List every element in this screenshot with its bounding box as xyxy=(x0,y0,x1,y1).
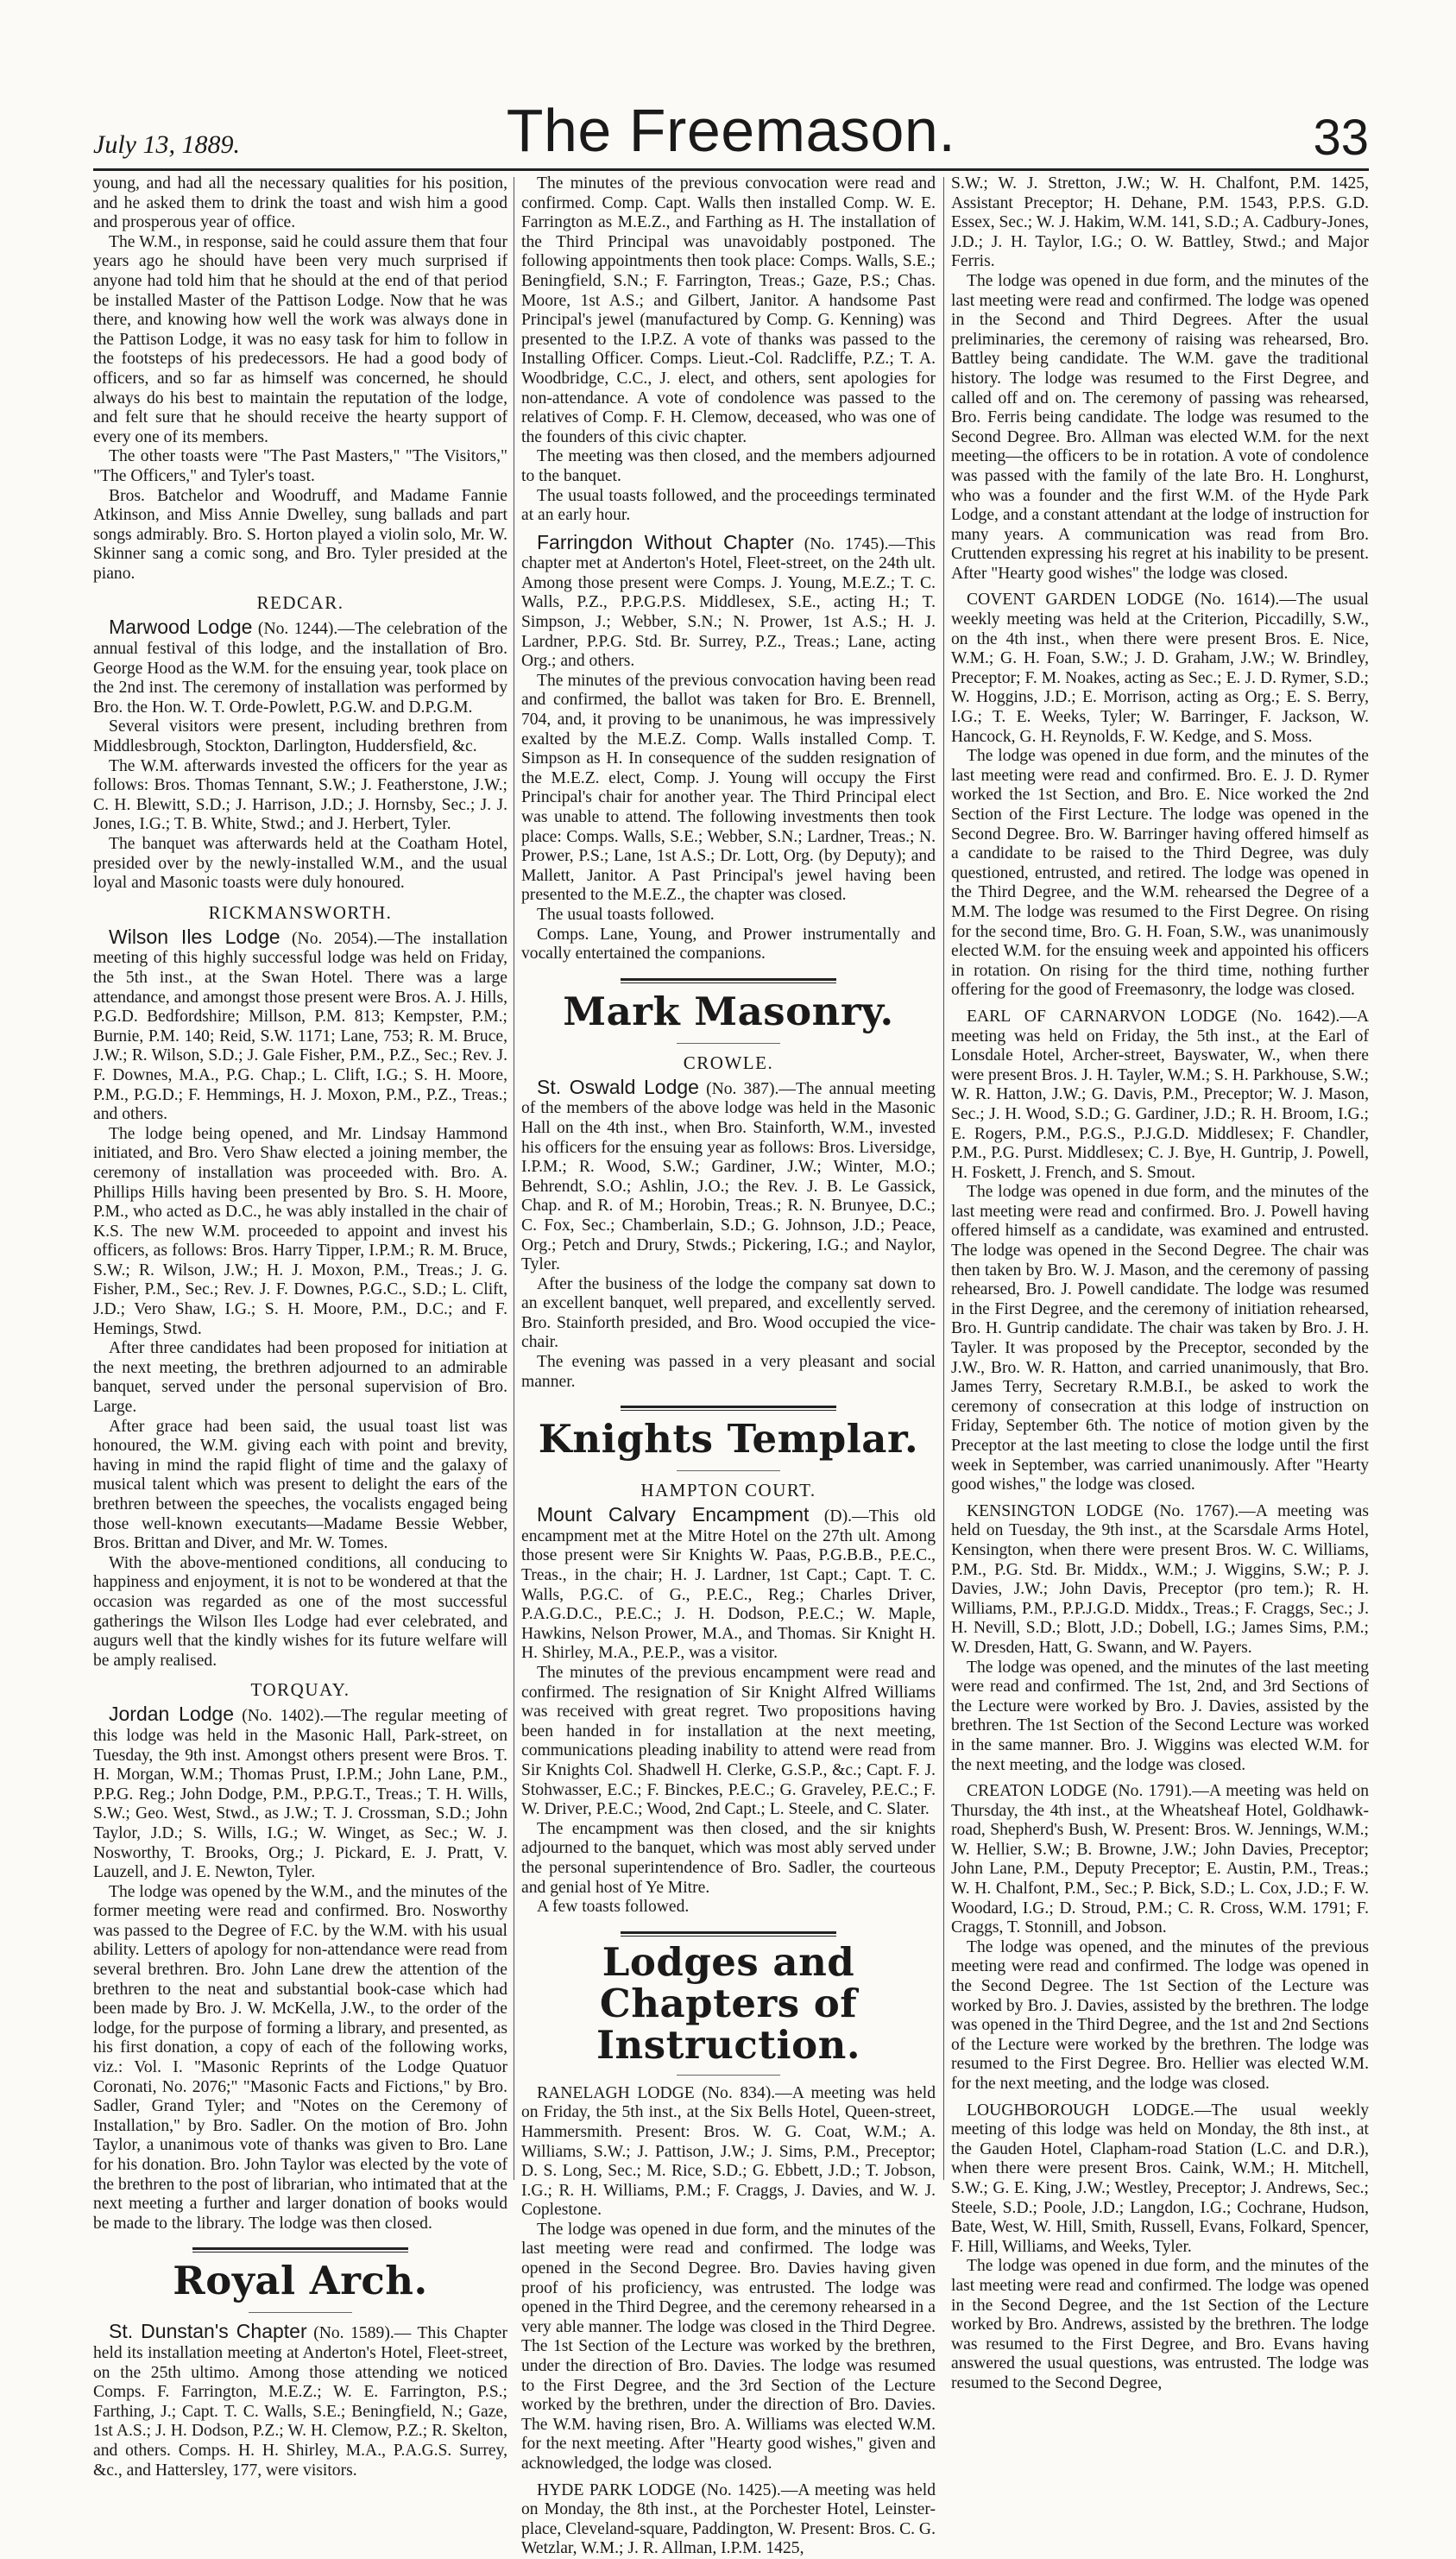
issue-date: July 13, 1889. xyxy=(93,130,240,159)
article-paragraph: The banquet was afterwards held at the Coatham Hotel, presided over by the newly-installed W.M., and the usual loyal and Masonic toasts were duly honoured. xyxy=(93,835,507,893)
article-paragraph xyxy=(93,927,507,1125)
publication-title: The Freemason. xyxy=(506,97,956,164)
article-paragraph: The minutes of the previous encampment were read and confirmed. The resignation of Sir Knight Alfred Williams was received with great regret. Two propositions having been handed in for installation at the next meeting, communications pleading inability to attend were read from Sir Knights Col. Shadwell H. Clerke, G.S.P., &c.; Capt. F. J. Stohwasser, E.C.; F. Binckes, P.E.C.; G. Graveley, P.E.C.; F. W. Driver, P.E.C.; Wood, 2nd Capt.; L. Steele, and C. Slater. xyxy=(521,1664,936,1819)
section-heading-mark-masonry: Mark Masonry. xyxy=(563,988,894,1034)
article-paragraph: S.W.; W. J. Stretton, J.W.; W. H. Chalfont, P.M. 1425, Assistant Preceptor; H. Dehane, P.M. 1543, P.P.S. G.D. Essex, Sec.; W. J. Hakim, W.M. 141, S.D.; A. Cadbury-Jones, J.D.; J. H. Taylor, I.G.; O. W. Battley, Stwd.; and Major Ferris. xyxy=(951,174,1369,271)
article-paragraph: LOUGHBOROUGH LODGE.—The usual weekly meeting of this lodge was held on Monday, the 8th inst., at the Gauden Hotel, Clapham-road Station (L.C. and D.R.), when there were present Bros. Caink, W.M.; H. Mitchell, S.W.; G. E. King, J.W.; Westley, Preceptor; J. Andrews, Sec.; Steele, S.D.; Poole, J.D.; Langdon, I.G.; Cochrane, Hudson, Bate, West, W. Hill, Smith, Russell, Evans, Folkard, Spencer, F. Hill, Williams, and Weeks, Tyler. xyxy=(951,2101,1369,2256)
heading-divider xyxy=(677,2075,780,2076)
article-paragraph: The lodge was opened in due form, and the minutes of the last meeting were read and confirmed. The lodge was opened in the Second and Third Degrees. After the usual preliminaries, the ceremony of raising was rehearsed, Bro. Battley being candidate. The W.M. gave the traditional history. The lodge was resumed to the First Degree, and called off and on. The ceremony of passing was rehearsed, Bro. Ferris being candidate. The lodge was resumed to the Second Degree. Bro. Allman was elected W.M. for the next meeting—the officers to be in rotation. A vote of condolence was passed with the family of the late Bro. H. Longhurst, who was a founder and the first W.M. of the Hyde Park Lodge, and a constant attendant at the lodge of instruction for many years. A communication was read from Bro. Cruttenden expressing his regret at his inability to be present. After "Hearty good wishes" the lodge was closed. xyxy=(951,271,1369,583)
chapter-title: Farringdon Without Chapter xyxy=(537,530,794,553)
article-paragraph: The lodge was opened, and the minutes of the previous meeting were read and confirmed. The lodge was opened in the Second Degree. The 1st Section of the Lecture was worked by Bro. J. Davies, assisted by the brethren. The lodge was opened in the Third Degree, and the 1st and 2nd Sections of the Lecture were worked by the brethren. The lodge was resumed to the First Degree. Bro. Hellier was elected W.M. for the next meeting, and the lodge was closed. xyxy=(951,1937,1369,2093)
chapter-report: — This Chapter held its installation meeting at Anderton's Hotel, Fleet-street, on the 25th ultimo. Among those attending we noticed Comps. F. Farrington, M.E.Z.; W. E. Farrington, P.S.; Farthing, J.; Capt. T. C. Walls, S.E.; Beningfield, N.; Gaze, 1st A.S.; J. H. Dodson, P.Z.; W. H. Clemow, P.Z.; R. Skelton, and others. Comps. H. H. Shirley, M.A., P.A.G.S. Surrey, &c., and Hattersley, 177, were visitors. xyxy=(93,2324,507,2480)
encampment-number: (D). xyxy=(823,1507,853,1526)
place-heading: CROWLE. xyxy=(683,1052,774,1073)
article-paragraph: CREATON LODGE (No. 1791).—A meeting was held on Thursday, the 4th inst., at the Wheatsheaf Hotel, Goldhawk-road, Shepherd's Bush, W. Present: Bros. W. Jennings, W.M.; W. Hellier, S.W.; B. Browne, J.W.; John Davies, Preceptor; John Lane, P.M., Deputy Preceptor; E. Austin, P.M., Treas.; W. H. Chalfont, P.M., Sec.; P. Bick, S.D.; L. Cox, J.D.; F. W. Woodard, I.G.; D. Stroud, P.M.; C. R. Cross, W.M. 1791; F. Craggs, T. Stonnill, and Jobson. xyxy=(951,1782,1369,1937)
column-3 xyxy=(951,174,1369,2392)
section-heading-royal-arch: Royal Arch. xyxy=(173,2258,428,2304)
article-paragraph: After the business of the lodge the company sat down to an excellent banquet, well prepared, and excellently served. Bro. Stainforth presided, and Bro. Wood occupied the vice-chair. xyxy=(521,1274,936,1352)
article-paragraph: The meeting was then closed, and the members adjourned to the banquet. xyxy=(521,447,936,485)
article-paragraph: KENSINGTON LODGE (No. 1767).—A meeting was held on Tuesday, the 9th inst., at the Scarsdale Arms Hotel, Kensington, when there were present Bros. W. C. Williams, P.M., P.G. Std. Br. Middx., W.M.; J. Wiggins, S.W.; P. J. Davies, J.W.; John Davis, Preceptor (pro tem.); R. H. Williams, P.M., P.P.J.G.D. Middx., Treas.; F. Craggs, Sec.; J. H. Nevill, S.D.; Blott, J.D.; Dobell, I.G.; James Sims, P.M.; W. Dresden, Hatt, G. Swann, and W. Payers. xyxy=(951,1501,1369,1657)
article-paragraph xyxy=(521,530,936,672)
article-paragraph: The minutes of the previous convocation having been read and confirmed, the ballot was taken for Bro. E. Brennell, 704, and, it proving to be unanimous, he was impressively exalted by the M.E.Z. Comp. Walls installed Comp. T. Simpson as H. In consequence of the sudden resignation of the M.E.Z. elect, Comp. J. Young will occupy the First Principal's chair for another year. The Third Principal elect was unable to attend. The following investments then took place: Comps. Walls, S.E.; Webber, S.N.; Lardner, Treas.; N. Prower, P.S.; Lane, 1st A.S.; Dr. Lott, Org. (by Deputy); and Mallett, Janitor. A Past Principal's jewel having been presented to the M.E.Z., the chapter was closed. xyxy=(521,671,936,905)
article-paragraph xyxy=(521,1077,936,1275)
section-divider xyxy=(621,1931,836,1937)
article-paragraph: Comps. Lane, Young, and Prower instrumentally and vocally entertained the companions. xyxy=(521,925,936,964)
encampment-title: Mount Calvary Encampment xyxy=(537,1503,810,1526)
place-heading: TORQUAY. xyxy=(250,1679,350,1701)
article-paragraph: The W.M., in response, said he could assure them that four years ago he should have been very much surprised if anyone had told him that he should at the end of that period be installed Master of the Pattison Lodge. Now that he was there, and knowing how well the work was always done in the Pattison Lodge, it was no easy task for him to follow in the footsteps of his predecessors. He had a good body of officers, and so far as himself was concerned, he should always do his best to maintain the reputation of the lodge, and felt sure that he should receive the hearty support of every one of its members. xyxy=(93,232,507,446)
place-heading: HAMPTON COURT. xyxy=(640,1480,816,1501)
masthead xyxy=(93,97,1369,171)
article-paragraph: Several visitors were present, including brethren from Middlesbrough, Stockton, Darlington, Huddersfield, &c. xyxy=(93,717,507,756)
lodge-number: (No. 387). xyxy=(706,1079,779,1098)
place-heading: RICKMANSWORTH. xyxy=(208,901,393,923)
chapter-report: —This chapter met at Anderton's Hotel, Fleet-street, on the 24th ult. Among those present were Comps. J. Young, M.E.Z.; T. C. Walls, P.Z., P.P.G.P.S. Middlesex, S.E., acting H.; T. Simpson, J.; Webber, S.N.; N. Prower, 1st A.S.; H. J. Lardner, P.P.G. Std. Br. Surrey, P.Z., Treas.; Lane, acting Org.; and others. xyxy=(521,534,936,671)
lodge-title: Wilson Iles Lodge xyxy=(109,925,280,948)
page-number: 33 xyxy=(1313,110,1369,166)
heading-divider xyxy=(677,1043,780,1044)
lodge-title: Jordan Lodge xyxy=(109,1703,234,1726)
section-divider xyxy=(621,1406,836,1411)
section-heading-line: Lodges and Chapters of xyxy=(599,1938,858,2026)
heading-divider xyxy=(249,2312,352,2313)
chapter-number: (No. 1745). xyxy=(804,534,889,553)
column-rule-right xyxy=(943,177,944,2180)
article-paragraph: The lodge was opened in due form, and the minutes of the last meeting were read and confirmed. Bro. J. Powell having offered himself as a candidate, was examined and entrusted. The lodge was opened in the Second Degree. The chair was then taken by Bro. W. J. Mason, and the ceremony of passing rehearsed, Bro. J. Powell candidate. The lodge was resumed in the First Degree, and the ceremony of initiation rehearsed, Bro. H. Guntrip candidate. The chair was taken by Bro. J. H. Tayler. It was proposed by the Preceptor, seconded by the J.W., Bro. W. R. Hatton, and carried unanimously, that Bro. James Terry, Secretary R.M.B.I., be asked to work the ceremony of consecration at this lodge of instruction on Friday, September 6th. The notice of motion given by the Preceptor at the last meeting to close the lodge until the first week in September, was carried unanimously. After "Hearty good wishes," the lodge was closed. xyxy=(951,1183,1369,1494)
section-divider xyxy=(192,2247,408,2253)
place-heading: REDCAR. xyxy=(256,592,344,614)
article-paragraph: The other toasts were "The Past Masters," "The Visitors," "The Officers," and Tyler's toast. xyxy=(93,447,507,485)
column-1 xyxy=(93,174,507,2480)
article-paragraph: The lodge was opened in due form, and the minutes of the last meeting were read and confirmed. The lodge was opened in the Second Degree. Bro. Davies having given proof of his proficiency, was entrusted. The lodge was opened in the Third Degree, and the ceremony rehearsed in a very able manner. The lodge was closed in the Third Degree. The 1st Section of the Lecture was worked by the brethren, under the direction of Bro. Davies. The lodge was resumed to the First Degree, and the 3rd Section of the Lecture worked by the brethren, under the direction of Bro. Davies. The W.M. having risen, Bro. A. Williams was elected W.M. for the next meeting. After "Hearty good wishes," given and acknowledged, the lodge was closed. xyxy=(521,2220,936,2473)
article-paragraph: With the above-mentioned conditions, all conducing to happiness and enjoyment, it is not to be wondered at that the occasion was regarded as one of the most successful gatherings the Wilson Iles Lodge had ever celebrated, and augurs well that the kindly wishes for its future welfare will be amply realised. xyxy=(93,1553,507,1670)
article-paragraph: The lodge being opened, and Mr. Lindsay Hammond initiated, and Bro. Vero Shaw elected a joining member, the ceremony of installation was proceeded with. Bro. A. Phillips Hills having been presented by Bro. S. H. Moore, P.M., who acted as D.C., he was ably installed in the chair of K.S. The new W.M. proceeded to appoint and invest his officers, as follows: Bros. Harry Tipper, I.P.M.; R. M. Bruce, S.W.; R. Wilson, J.W.; H. J. Moxon, P.M., Treas.; J. G. Fisher, P.M., Sec.; Rev. J. F. Downes, P.G.C., S.D.; L. Clift, J.D.; Vero Shaw, I.G.; S. H. Moore, P.M., D.C.; and F. Hemings, Stwd. xyxy=(93,1124,507,1338)
article-paragraph: The evening was passed in a very pleasant and social manner. xyxy=(521,1353,936,1391)
article-paragraph: The lodge was opened in due form, and the minutes of the last meeting were read and confirmed. Bro. E. J. D. Rymer worked the 1st Section, and Bro. E. Nice worked the 2nd Section of the First Lecture. The lodge was opened in the Second Degree. Bro. W. Barringer having offered himself as a candidate to be raised to the Third Degree, was duly questioned, entrusted, and retired. The lodge was opened in the Third Degree, and the W.M. rehearsed the Degree of a M.M. The lodge was resumed to the First Degree. On rising for the second time, Bro. G. H. Foan, S.W., was unanimously elected W.M. for the ensuing week and appointed his officers in rotation. On rising for the third time, nothing further offering for the good of Freemasonry, the lodge was closed. xyxy=(951,747,1369,1000)
article-paragraph xyxy=(521,1505,936,1664)
section-heading-line: Instruction. xyxy=(596,2021,860,2068)
lodge-number: (No. 2054). xyxy=(292,929,378,948)
lodge-title: Marwood Lodge xyxy=(109,616,253,639)
lodge-report: —The regular meeting of this lodge was held in the Masonic Hall, Park-street, on Tuesday, the 9th inst. Amongst others present were Bros. T. H. Morgan, W.M.; Thomas Prust, I.P.M.; John Lane, P.M., P.P.G. Reg.; John Dodge, P.M., P.P.G.T., Treas.; T. H. Wills, S.W.; Geo. West, Stwd., as J.W.; T. J. Crossman, S.D.; John Taylor, J.D.; S. Wills, I.G.; W. Winget, as Sec.; W. J. Nosworthy, T. Brooks, Org.; J. Pickard, E. J. Pratt, V. Lauzell, and J. E. Newton, Tyler. xyxy=(93,1707,507,1882)
lodge-title: St. Oswald Lodge xyxy=(537,1075,699,1098)
encampment-report: —This old encampment met at the Mitre Hotel on the 27th ult. Among those present were Sir Knights W. Paas, P.G.B.B., P.E.C., Treas., in the chair; H. J. Lardner, 1st Capt.; Capt. T. C. Walls, P.G.C. of G., P.E.C., Reg.; Charles Driver, P.A.G.D.C., P.E.C.; J. H. Dodson, P.E.C.; W. Maple, Hawkins, Nelson Prower, M.A., and Thomas. Sir Knight H. H. Shirley, M.A., P.E.P., was a visitor. xyxy=(521,1507,936,1663)
article-paragraph: EARL OF CARNARVON LODGE (No. 1642).—A meeting was held on Friday, the 5th inst., at the Earl of Lonsdale Hotel, Archer-street, Bayswater, W., when there were present Bros. J. H. Tayler, W.M.; S. H. Parkhouse, S.W.; W. R. Hatton, J.W.; G. Davis, P.M., Preceptor; W. J. Mason, Sec.; J. H. Wood, S.D.; G. Gardiner, J.D.; R. H. Broom, I.G.; E. Rogers, P.M., P.G.S., P.J.G.D. Middlesex; F. Chandler, P.M., P.G. Purst. Middlesex; C. J. Bye, H. Guntrip, J. Powell, H. Foskett, J. French, and S. Smout. xyxy=(951,1007,1369,1182)
article-paragraph xyxy=(93,1704,507,1882)
article-paragraph: RANELAGH LODGE (No. 834).—A meeting was held on Friday, the 5th inst., at the Six Bells Hotel, Queen-street, Hammersmith. Present: Bros. W. G. Coat, W.M.; A. Williams, S.W.; J. Pattison, J.W.; J. Sims, P.M., Preceptor; D. S. Long, Sec.; M. Rice, S.D.; G. Ebbett, J.D.; T. Jobson, I.G.; R. H. Williams, P.M.; F. Craggs, J. Davies, and W. J. Coplestone. xyxy=(521,2083,936,2220)
article-paragraph: The lodge was opened by the W.M., and the minutes of the former meeting were read and confirmed. Bro. Nosworthy was passed to the Degree of F.C. by the W.M. with his usual ability. Letters of apology for non-attendance were read from several brethren. Bro. John Lane drew the attention of the brethren to the neat and substantial book-case which had been made by Bro. J. W. McKella, J.W., to the order of the lodge, for the purpose of forming a library, and presented, as his first donation, a copy of each of the following works, viz.: Vol. I. "Masonic Reprints of the Lodge Quatuor Coronati, No. 2076;" "Masonic Facts and Fictions," by Bro. Sadler, Grand Tyler; and "Notes on the Ceremony of Installation," by Bro. Sadler. On the motion of Bro. John Taylor, a unanimous vote of thanks was given to Bro. Lane for his donation. Bro. John Taylor was elected by the vote of the brethren to the post of librarian, who intimated that at the next meeting a further and larger donation of books would be made to the library. The lodge was then closed. xyxy=(93,1882,507,2233)
article-paragraph: The usual toasts followed, and the proceedings terminated at an early hour. xyxy=(521,486,936,525)
lodge-number: (No. 1402). xyxy=(242,1707,325,1726)
article-paragraph: The W.M. afterwards invested the officers for the year as follows: Bros. Thomas Tennant, S.W.; J. Featherstone, J.W.; C. H. Blewitt, S.D.; J. Harrison, J.D.; J. Hornsby, Sec.; J. J. Jones, I.G.; T. B. White, Stwd.; and J. Herbert, Tyler. xyxy=(93,756,507,834)
lodge-report: —The annual meeting of the members of the above lodge was held in the Masonic Hall on the 4th inst., when Bro. Stainforth, W.M., invested his officers for the ensuing year as follows: Bros. Liversidge, I.P.M.; R. Wood, S.W.; Gardiner, J.W.; Winter, M.O.; Behrendt, S.O.; Ashlin, J.O.; the Rev. J. B. Le Gassick, Chap. and R. of M.; Horobin, Treas.; R. N. Brunyee, D.C.; C. Fox, Sec.; Chamberlain, S.D.; G. Johnson, J.D.; Peace, Org.; Petch and Drury, Stwds.; Pickering, I.G.; and Naylor, Tyler. xyxy=(521,1079,936,1274)
article-paragraph: Bros. Batchelor and Woodruff, and Madame Fannie Atkinson, and Miss Annie Dwelley, sung ballads and part songs admirably. Bro. S. Horton played a violin solo, Mr. W. Skinner sang a comic song, and Bro. Tyler presided at the piano. xyxy=(93,486,507,583)
chapter-title: St. Dunstan's Chapter xyxy=(109,2320,307,2343)
heading-divider xyxy=(677,1470,780,1471)
chapter-number: (No. 1589). xyxy=(313,2324,394,2343)
lodge-report: —The celebration of the annual festival of this lodge, and the installation of Bro. George Hood as the W.M. for the ensuing year, took place on the 2nd inst. The ceremony of installation was performed by Bro. the Hon. W. T. Orde-Powlett, P.G.W. and D.P.G.M. xyxy=(93,620,507,717)
article-paragraph: The lodge was opened in due form, and the minutes of the last meeting were read and confirmed. The lodge was opened in the Second Degree, and the 1st Section of the Lecture worked by Bro. Andrews, assisted by the brethren. The lodge was resumed to the First Degree, and Bro. Evans having answered the usual questions, was entrusted. The lodge was resumed to the Second Degree, xyxy=(951,2257,1369,2392)
section-divider xyxy=(621,978,836,983)
article-paragraph xyxy=(93,2322,507,2480)
article-paragraph: The minutes of the previous convocation were read and confirmed. Comp. Capt. Walls then installed Comp. W. E. Farrington as M.E.Z., and Farthing as H. The installation of the Third Principal was unavoidably postponed. The following appointments then took place: Comps. Walls, S.E.; Beningfield, S.N.; F. Farrington, Treas.; Gaze, P.S.; Chas. Moore, 1st A.S.; and Gilbert, Janitor. A handsome Past Principal's jewel (manufactured by Comp. G. Kenning) was presented to the I.P.Z. A vote of thanks was passed to the Installing Officer. Comps. Lieut.-Col. Radcliffe, P.Z.; T. A. Woodbridge, C.C., J. elect, and others, sent apologies for non-attendance. A vote of condolence was passed to the relatives of Comp. F. H. Clemow, deceased, who was one of the founders of this civic chapter. xyxy=(521,174,936,446)
article-paragraph: After three candidates had been proposed for initiation at the next meeting, the brethren adjourned to an admirable banquet, served under the personal supervision of Bro. Large. xyxy=(93,1339,507,1417)
lodge-report: —The installation meeting of this highly successful lodge was held on Friday, the 5th inst., at the Swan Hotel. There was a large attendance, and amongst those present were Bros. A. J. Hills, P.G.D. Bedfordshire; Millson, P.M. 813; Kempster, P.M.; Burnie, P.M. 140; Reid, S.W. 1171; Lane, 753; R. M. Bruce, J.W.; R. Wilson, S.D.; J. Gale Fisher, P.M., P.Z., Sec.; Rev. J. F. Downes, M.A., P.G. Chap.; L. Clift, I.G.; S. H. Moore, P.M., P.G.D.; F. Hemmings, H. J. Moxon, P.M., P.Z., Treas.; and others. xyxy=(93,929,507,1124)
lodge-number: (No. 1244). xyxy=(257,620,338,639)
article-paragraph: The usual toasts followed. xyxy=(537,905,715,924)
article-paragraph: After grace had been said, the usual toast list was honoured, the W.M. giving each with point and brevity, having in mind the rapid flight of time and the galaxy of musical talent which was present to delight the ears of the brethren between the speeches, the vocalists engaged being those well-known executants—Madame Bessie Webber, Bros. Brittan and Diver, and Mr. W. Tomes. xyxy=(93,1417,507,1553)
article-paragraph: young, and had all the necessary qualities for his position, and he asked them to drink the toast and wish him a good and prosperous year of office. xyxy=(93,174,507,232)
article-paragraph: COVENT GARDEN LODGE (No. 1614).—The usual weekly meeting was held at the Criterion, Piccadilly, S.W., on the 4th inst., when there were present Bros. E. Nice, W.M.; G. H. Foan, S.W.; J. D. Graham, J.W.; W. Brindley, Preceptor; F. M. Noakes, acting as Sec.; E. J. D. Rymer, S.D.; W. Hoggins, J.D.; E. Morrison, acting as Org.; E. S. Berry, I.G.; T. E. Weeks, Tyler; W. Barringer, F. Jackson, W. Hancock, G. H. Reynolds, F. W. Kedge, and S. Moss. xyxy=(951,591,1369,746)
article-paragraph: The encampment was then closed, and the sir knights adjourned to the banquet, which was most ably served under the personal superintendence of Bro. Sadler, the courteous and genial host of Ye Mitre. xyxy=(521,1819,936,1897)
section-heading-instruction xyxy=(521,1938,936,2068)
article-paragraph: HYDE PARK LODGE (No. 1425).—A meeting was held on Monday, the 8th inst., at the Porchester Hotel, Leinster-place, Cleveland-square, Paddington, W. Present: Bros. C. G. Wetzlar, W.M.; J. R. Allman, I.P.M. 1425, xyxy=(521,2480,936,2558)
article-paragraph: The lodge was opened, and the minutes of the last meeting were read and confirmed. The 1st, 2nd, and 3rd Sections of the Lecture were worked by Bro. J. Davies, assisted by the brethren. The 1st Section of the Second Lecture was worked in the same manner. Bro. J. Wiggins was elected W.M. for the next meeting, and the lodge was closed. xyxy=(951,1658,1369,1774)
article-paragraph: A few toasts followed. xyxy=(537,1898,690,1917)
section-heading-knights-templar: Knights Templar. xyxy=(538,1416,919,1463)
article-paragraph xyxy=(93,617,507,717)
column-2 xyxy=(521,174,936,2558)
